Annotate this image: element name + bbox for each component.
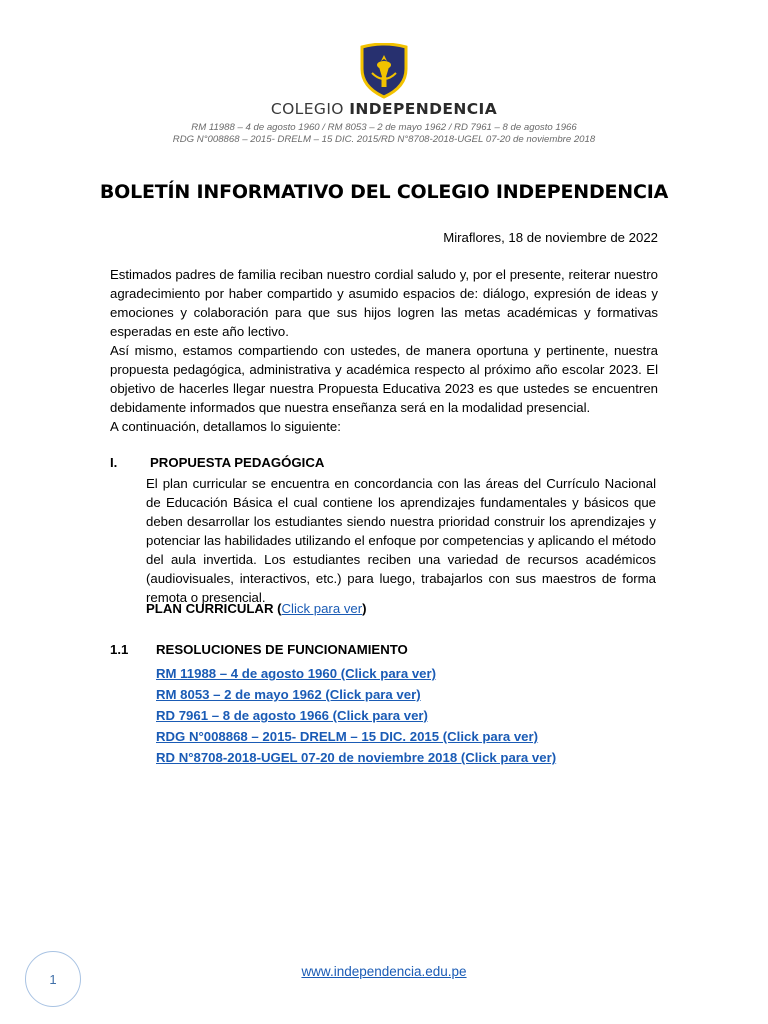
resolution-links-list xyxy=(156,664,556,769)
resolution-link-rd-8708[interactable]: RD N°8708-2018-UGEL 07-20 de noviembre 2018 (Click para ver) xyxy=(156,750,557,765)
resolution-link-rd-7961[interactable]: RD 7961 – 8 de agosto 1966 (Click para ver) xyxy=(156,708,428,723)
section-heading-pedagogica xyxy=(110,455,324,470)
plan-close: ) xyxy=(362,601,367,616)
resolution-link-rdg-008868[interactable]: RDG N°008868 – 2015- DRELM – 15 DIC. 2015 (Click para ver) xyxy=(156,729,539,744)
school-name-light: COLEGIO xyxy=(270,100,350,118)
paragraph-greeting: Estimados padres de familia reciban nuestro cordial saludo y, por el presente, reiterar nuestro agradecimiento por haber compartido y asumido espacios de: diálogo, expresión de ideas y emociones y colaboración para que sus hijos logren las metas académicas y formativas esperadas en este año lectivo. xyxy=(110,267,658,339)
school-name-bold: INDEPENDENCIA xyxy=(349,100,498,118)
plan-curricular xyxy=(146,601,367,616)
document-date: Miraflores, 18 de noviembre de 2022 xyxy=(443,230,658,245)
page-number: 1 xyxy=(25,951,81,1007)
paragraph-intro: A continuación, detallamos lo siguiente: xyxy=(110,419,341,434)
school-shield-logo xyxy=(358,43,410,99)
resolutions-line-1: RM 11988 – 4 de agosto 1960 / RM 8053 – 2 de mayo 1962 / RD 7961 – 8 de agosto 1966 xyxy=(191,122,577,133)
resolution-link-rm-11988[interactable]: RM 11988 – 4 de agosto 1960 (Click para ver) xyxy=(156,666,437,681)
resolution-link-rm-8053[interactable]: RM 8053 – 2 de mayo 1962 (Click para ver) xyxy=(156,687,421,702)
document-title: BOLETÍN INFORMATIVO DEL COLEGIO INDEPENDENCIA xyxy=(99,181,669,203)
subsection-title: RESOLUCIONES DE FUNCIONAMIENTO xyxy=(156,642,408,657)
subsection-number: 1.1 xyxy=(110,642,129,657)
plan-curricular-link[interactable]: Click para ver xyxy=(281,601,363,616)
footer-website-link[interactable]: www.independencia.edu.pe xyxy=(301,964,467,979)
subsection-heading-resoluciones xyxy=(110,642,408,657)
resolutions-line-2: RDG N°008868 – 2015- DRELM – 15 DIC. 2015/RD N°8708-2018-UGEL 07-20 de noviembre 2018 xyxy=(172,134,596,145)
school-name xyxy=(0,100,768,118)
section-number: I. xyxy=(110,455,118,470)
section-body-pedagogica: El plan curricular se encuentra en concordancia con las áreas del Currículo Nacional de Educación Básica el cual contiene los aprendizajes fundamentales y básicos que deben desarrollar los estudiantes siendo nuestra prioridad construir los aprendizajes y potenciar las habilidades utilizando el enfoque por competencias y aplicando el método del aula invertida. Los estudiantes reciben una variedad de recursos académicos (audiovisuales, interactivos, etc.) para luego, trabajarlos con sus maestros de forma remota o presencial. xyxy=(146,476,656,605)
plan-label: PLAN CURRICULAR ( xyxy=(146,601,282,616)
paragraph-proposal: Así mismo, estamos compartiendo con ustedes, de manera oportuna y pertinente, nuestra propuesta pedagógica, administrativa y académica respecto al próximo año escolar 2023. El objetivo de hacerles llegar nuestra Propuesta Educativa 2023 es que ustedes se encuentren debidamente informados que nuestra enseñanza será en la modalidad presencial. xyxy=(110,343,658,415)
section-title: PROPUESTA PEDAGÓGICA xyxy=(150,455,325,470)
